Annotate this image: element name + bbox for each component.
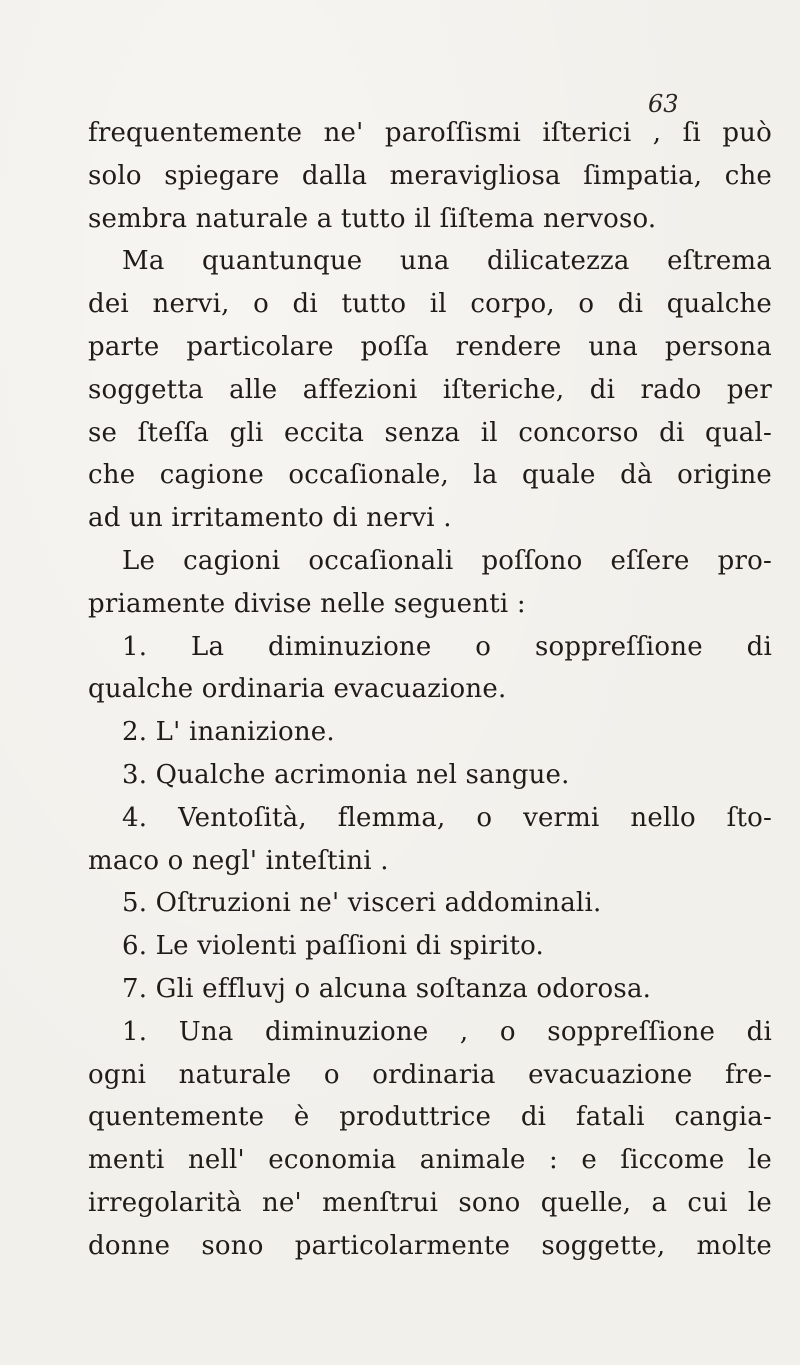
list-item: 4. Ventoſità, flemma, o vermi nello ſto- [122, 802, 772, 833]
text-line: se ſteſſa gli eccita senza il concorso di qual- [88, 417, 772, 448]
text-line: ogni naturale o ordinaria evacuazione fre- [88, 1059, 772, 1090]
text-line: qualche ordinaria evacuazione. [88, 674, 507, 705]
list-item: 6. Le violenti paſſioni di spirito. [122, 931, 544, 962]
text-line: che cagione occaſionale, la quale dà origine [88, 460, 772, 491]
text-line: ad un irritamento di nervi . [88, 503, 452, 534]
text-line: Le cagioni occaſionali poſſono eſſere pro- [122, 545, 772, 576]
text-line: frequentemente ne' paroſſismi iſterici , ſi può [88, 118, 772, 148]
text-line: maco o negl' inteſtini . [88, 845, 389, 876]
text-line: solo spiegare dalla meravigliosa ſimpatia, che [88, 160, 772, 191]
text-line: soggetta alle affezioni iſteriche, di rado per [88, 374, 772, 405]
list-item: 1. Una diminuzione , o soppreſſione di [122, 1016, 772, 1047]
body-text [88, 112, 772, 1268]
text-line: menti nell' economia animale : e ſiccome le [88, 1145, 772, 1176]
list-item: 3. Qualche acrimonia nel sangue. [122, 759, 570, 790]
text-line: sembra naturale a tutto il ſiſtema nervoso. [88, 203, 657, 234]
page-number: 63 [648, 90, 679, 118]
list-item: 7. Gli effluvj o alcuna soſtanza odorosa. [122, 973, 652, 1004]
text-line: Ma quantunque una dilicatezza eſtrema [122, 246, 772, 277]
text-line: priamente divise nelle seguenti : [88, 588, 526, 619]
list-item: 5. Oſtruzioni ne' visceri addominali. [122, 888, 602, 919]
text-line: dei nervi, o di tutto il corpo, o di qualche [88, 289, 772, 320]
text-line: parte particolare poſſa rendere una persona [88, 331, 772, 362]
list-item: 1. La diminuzione o soppreſſione di [122, 631, 772, 662]
text-line: quentemente è produttrice di fatali cangia- [88, 1102, 772, 1133]
text-line: donne sono particolarmente soggette, molte [88, 1230, 772, 1261]
text-line: irregolarità ne' menſtrui sono quelle, a cui le [88, 1187, 772, 1218]
list-item: 2. L' inanizione. [122, 717, 335, 748]
